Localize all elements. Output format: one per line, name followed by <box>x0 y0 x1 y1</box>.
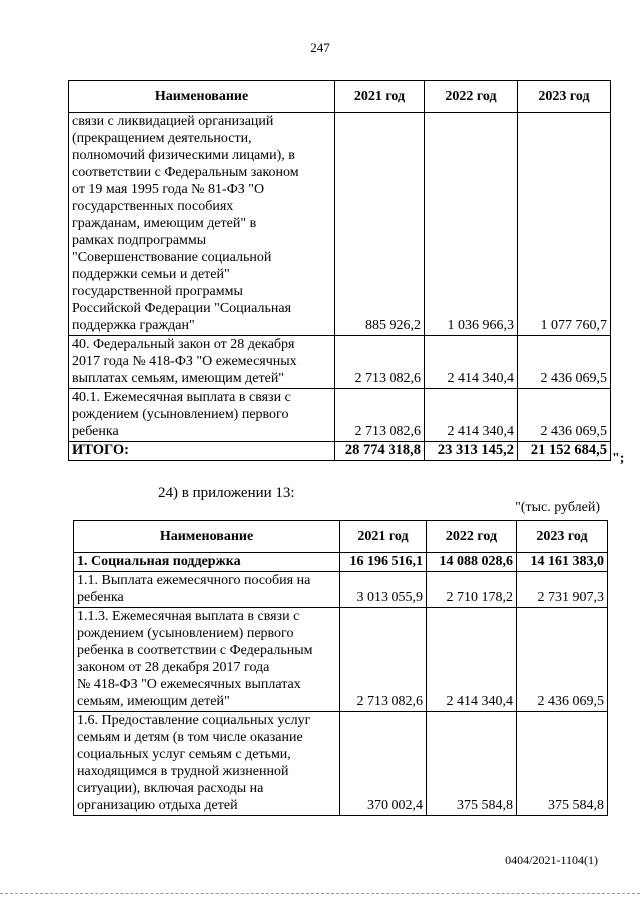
value-2021: 2 713 082,6 <box>335 336 425 389</box>
row-label-line: "Совершенствование социальной <box>72 250 272 265</box>
table-row <box>69 389 611 442</box>
row-label-line: государственных пособиях <box>72 199 234 214</box>
value-2022: 2 414 340,4 <box>425 336 518 389</box>
row-label-line: Российской Федерации "Социальная <box>72 301 292 316</box>
row-label-line: 1. Социальная поддержка <box>77 554 241 569</box>
value-2022: 2 414 340,4 <box>425 389 518 442</box>
closing-quote-mark: "; <box>612 451 625 466</box>
row-label-line: 2017 года № 418-ФЗ "О ежемесячных <box>72 354 297 369</box>
row-label-line: 40. Федеральный закон от 28 декабря <box>72 337 295 352</box>
row-label-line: (прекращением деятельности, <box>72 131 252 146</box>
value-2023: 1 077 760,7 <box>518 113 611 336</box>
row-label-line: поддержка граждан" <box>72 318 195 333</box>
value-2023: 2 436 069,5 <box>517 608 608 712</box>
row-label-line: соответствии с Федеральным законом <box>72 165 299 180</box>
value-2022: 1 036 966,3 <box>425 113 518 336</box>
column-header-name: Наименование <box>69 81 335 113</box>
row-label <box>69 389 335 442</box>
value-2022: 14 088 028,6 <box>427 553 517 572</box>
row-label-line: семьям, имеющим детей" <box>77 694 230 709</box>
row-label-line: государственной программы <box>72 284 243 299</box>
row-label-line: выплатах семьям, имеющим детей" <box>72 371 285 386</box>
column-header-name: Наименование <box>74 521 340 553</box>
row-label-line: 1.1.3. Ежемесячная выплата в связи с <box>77 609 300 624</box>
value-2023: 14 161 383,0 <box>517 553 608 572</box>
row-label <box>74 608 340 712</box>
table-row <box>74 572 608 608</box>
row-label-line: организацию отдыха детей <box>77 798 238 813</box>
row-label <box>74 712 340 816</box>
page-bottom-rule <box>0 893 640 894</box>
value-2021: 2 713 082,6 <box>340 608 427 712</box>
value-2021: 2 713 082,6 <box>335 389 425 442</box>
row-label-line: рождением (усыновлением) первого <box>72 407 289 422</box>
appendix-13-table <box>73 520 608 816</box>
table-row <box>74 608 608 712</box>
column-header-2021: 2021 год <box>335 81 425 113</box>
row-label-line: 40.1. Ежемесячная выплата в связи с <box>72 390 291 405</box>
value-2021: 3 013 055,9 <box>340 572 427 608</box>
value-2023: 2 436 069,5 <box>518 336 611 389</box>
value-2021: 370 002,4 <box>340 712 427 816</box>
table-row <box>74 553 608 572</box>
row-label-line: ребенка в соответствии с Федеральным <box>77 643 313 658</box>
amendment-lead-in: 24) в приложении 13: <box>158 485 295 501</box>
row-label <box>74 553 340 572</box>
row-label-line: полномочий физическими лицами), в <box>72 148 295 163</box>
column-header-2023: 2023 год <box>517 521 608 553</box>
page-number: 247 <box>310 40 330 55</box>
appendix-table-continued <box>68 80 611 461</box>
total-2021: 28 774 318,8 <box>335 442 425 461</box>
row-label <box>69 336 335 389</box>
row-label-line: 1.6. Предоставление социальных услуг <box>77 713 311 728</box>
value-2021: 16 196 516,1 <box>340 553 427 572</box>
row-label-line: № 418-ФЗ "О ежемесячных выплатах <box>77 677 301 692</box>
row-label-line: ребенка <box>77 590 124 605</box>
row-label-line: связи с ликвидацией организаций <box>72 114 274 129</box>
column-header-2022: 2022 год <box>427 521 517 553</box>
row-label <box>69 113 335 336</box>
row-label-line: рождением (усыновлением) первого <box>77 626 294 641</box>
value-2022: 2 710 178,2 <box>427 572 517 608</box>
total-2023: 21 152 684,5 <box>518 442 611 461</box>
table-header-row <box>74 521 608 553</box>
column-header-2021: 2021 год <box>340 521 427 553</box>
row-label-line: поддержки семьи и детей" <box>72 267 230 282</box>
total-label: ИТОГО: <box>69 442 335 461</box>
total-2022: 23 313 145,2 <box>425 442 518 461</box>
row-label-line: законом от 28 декабря 2017 года <box>77 660 270 675</box>
table-header-row <box>69 81 611 113</box>
unit-note: "(тыс. рублей) <box>515 500 600 515</box>
row-label-line: 1.1. Выплата ежемесячного пособия на <box>77 573 311 588</box>
row-label <box>74 572 340 608</box>
value-2023: 2 731 907,3 <box>517 572 608 608</box>
row-label-line: ситуации), включая расходы на <box>77 781 264 796</box>
value-2022: 375 584,8 <box>427 712 517 816</box>
row-label-line: ребенка <box>72 424 119 439</box>
row-label-line: от 19 мая 1995 года № 81-ФЗ "О <box>72 182 265 197</box>
value-2022: 2 414 340,4 <box>427 608 517 712</box>
row-label-line: находящимся в трудной жизненной <box>77 764 289 779</box>
table-row <box>69 336 611 389</box>
row-label-line: социальных услуг семьям с детьми, <box>77 747 291 762</box>
column-header-2023: 2023 год <box>518 81 611 113</box>
row-label-line: рамках подпрограммы <box>72 233 207 248</box>
table-row <box>69 113 611 336</box>
total-row <box>69 442 611 461</box>
row-label-line: семьям и детям (в том числе оказание <box>77 730 303 745</box>
value-2021: 885 926,2 <box>335 113 425 336</box>
row-label-line: гражданам, имеющим детей" в <box>72 216 257 231</box>
table-row <box>74 712 608 816</box>
column-header-2022: 2022 год <box>425 81 518 113</box>
value-2023: 375 584,8 <box>517 712 608 816</box>
value-2023: 2 436 069,5 <box>518 389 611 442</box>
document-code: 0404/2021-1104(1) <box>505 853 598 867</box>
